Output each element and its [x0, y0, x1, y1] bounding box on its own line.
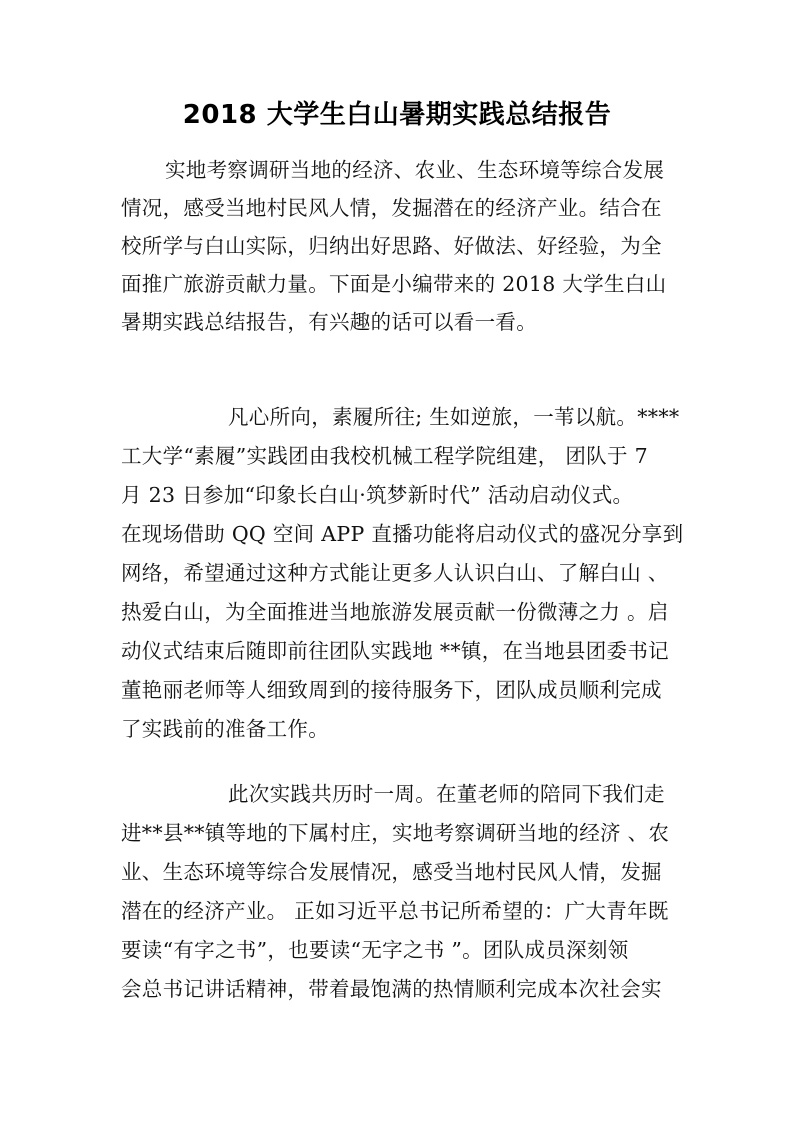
paragraph-line: 进**县**镇等地的下属村庄，实地考察调研当地的经济 、农 — [121, 821, 670, 845]
paragraph-line: 了实践前的准备工作。 — [121, 717, 329, 741]
paragraph-line: 凡心所向，素履所往; 生如逆旅，一苇以航。**** — [228, 405, 680, 429]
paragraph-line: 要读“有字之书”，也要读“无字之书 ”。团队成员深刻领 — [121, 938, 629, 962]
paragraph-line: 月 23 日参加“印象长白山·筑梦新时代” 活动启动仪式。 — [121, 483, 634, 507]
paragraph-line: 工大学“素履”实践团由我校机械工程学院组建， 团队于 7 — [121, 444, 648, 468]
paragraph-line: 网络，希望通过这种方式能让更多人认识白山、了解白山 、 — [121, 561, 669, 585]
paragraph-line: 此次实践共历时一周。在董老师的陪同下我们走 — [228, 782, 665, 806]
intro-line: 面推广旅游贡献力量。下面是小编带来的 2018 大学生白山 — [121, 272, 667, 296]
intro-line: 暑期实践总结报告，有兴趣的话可以看一看。 — [121, 310, 537, 334]
intro-line: 校所学与白山实际，归纳出好思路、好做法、好经验，为全 — [121, 234, 662, 258]
paragraph-line: 潜在的经济产业。 正如习近平总书记所希望的：广大青年既 — [121, 899, 669, 923]
paragraph-line: 业、生态环境等综合发展情况，感受当地村民风人情，发掘 — [121, 860, 662, 884]
intro-line: 情况，感受当地村民风人情，发掘潜在的经济产业。结合在 — [121, 196, 662, 220]
paragraph-line: 在现场借助 QQ 空间 APP 直播功能将启动仪式的盛况分享到 — [121, 522, 684, 546]
paragraph-line: 会总书记讲话精神，带着最饱满的热情顺利完成本次社会实 — [121, 977, 662, 1001]
paragraph-line: 董艳丽老师等人细致周到的接待服务下，团队成员顺利完成 — [121, 678, 662, 702]
intro-line: 实地考察调研当地的经济、农业、生态环境等综合发展 — [165, 158, 665, 182]
paragraph-line: 动仪式结束后随即前往团队实践地 **镇，在当地县团委书记 — [121, 639, 669, 663]
page-title: 2018 大学生白山暑期实践总结报告 — [182, 100, 612, 130]
paragraph-line: 热爱白山，为全面推进当地旅游发展贡献一份微薄之力 。启 — [121, 600, 669, 624]
